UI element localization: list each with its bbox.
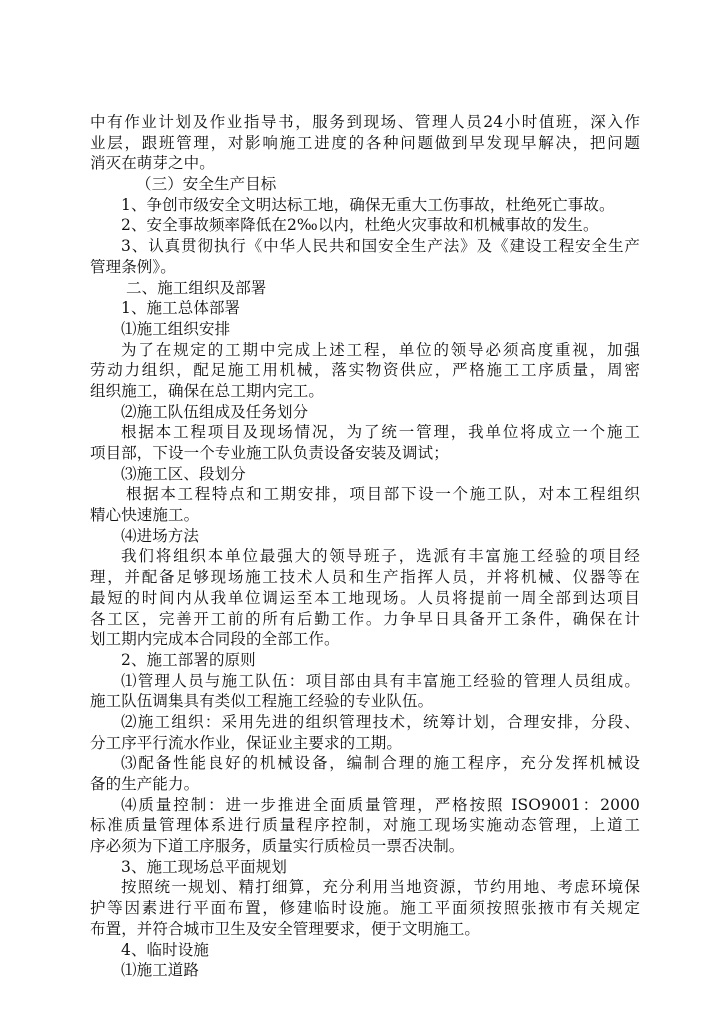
item-heading: ⑴施工道路 xyxy=(121,961,200,980)
text-line: 根据本工程项目及现场情况，为了统一管理，我单位将成立一个施工 xyxy=(121,423,640,442)
subsection-heading: 4、临时设施 xyxy=(121,940,209,959)
text-line: 管理条例》。 xyxy=(90,257,176,276)
text-line: 各工区，完善开工前的所有后勤工作。力争早日具备开工条件，确保在计 xyxy=(90,609,640,628)
text-line: 精心快速施工。 xyxy=(90,506,200,525)
document-page xyxy=(90,112,640,981)
text-line: 布置，并符合城市卫生及安全管理要求，便于文明施工。 xyxy=(90,919,481,938)
section-heading: 二、施工组织及部署 xyxy=(126,278,267,297)
subsection-heading: 3、施工现场总平面规划 xyxy=(121,857,287,876)
item-heading: ⑷进场方法 xyxy=(121,526,200,545)
subsection-heading: 2、施工部署的原则 xyxy=(121,650,256,669)
text-line: 划工期内完成本合同段的全部工作。 xyxy=(90,630,340,649)
item-heading: ⑴施工组织安排 xyxy=(121,319,231,338)
text-line: 分工序平行流水作业，保证业主要求的工期。 xyxy=(90,733,403,752)
text-line: ⑵施工组织：采用先进的组织管理技术，统筹计划，合理安排，分段、 xyxy=(121,712,640,731)
item-heading: ⑶施工区、段划分 xyxy=(121,464,246,483)
item-heading: ⑵施工队伍组成及任务划分 xyxy=(121,402,309,421)
section-heading: （三）安全生产目标 xyxy=(136,175,277,194)
text-line: 1、争创市级安全文明达标工地，确保无重大工伤事故，杜绝死亡事故。 xyxy=(121,195,615,214)
text-line: 根据本工程特点和工期安排，项目部下设一个施工队，对本工程组织 xyxy=(126,485,640,504)
text-line: 理，并配备足够现场施工技术人员和生产指挥人员，并将机械、仪器等在 xyxy=(90,568,640,587)
subsection-heading: 1、施工总体部署 xyxy=(121,299,241,318)
text-line: 标准质量管理体系进行质量程序控制，对施工现场实施动态管理，上道工 xyxy=(90,816,640,835)
text-line: 项目部，下设一个专业施工队负责设备安装及调试； xyxy=(90,444,449,462)
text-line: 最短的时间内从我单位调运至本工地现场。人员将提前一周全部到达项目 xyxy=(90,588,640,607)
text-line: 组织施工，确保在总工期内完工。 xyxy=(90,381,325,400)
text-line: 序必须为下道工序服务，质量实行质检员一票否决制。 xyxy=(90,837,465,856)
text-line: 备的生产能力。 xyxy=(90,775,200,793)
text-line: 3、认真贯彻执行《中华人民共和国安全生产法》及《建设工程安全生产 xyxy=(121,237,640,256)
text-line: 消灭在萌芽之中。 xyxy=(90,154,215,173)
text-line: ⑴管理人员与施工队伍：项目部由具有丰富施工经验的管理人员组成。 xyxy=(121,671,640,690)
text-line: 劳动力组织，配足施工用机械，落实物资供应，严格施工工序质量，周密 xyxy=(90,361,640,380)
text-line: 按照统一规划、精打细算，充分利用当地资源，节约用地、考虑环境保 xyxy=(121,878,640,897)
text-line: ⑶配备性能良好的机械设备，编制合理的施工程序，充分发挥机械设 xyxy=(121,754,640,773)
text-line: 业层，跟班管理，对影响施工进度的各种问题做到早发现早解决，把问题 xyxy=(90,133,640,152)
text-line: 中有作业计划及作业指导书，服务到现场、管理人员24小时值班，深入作 xyxy=(90,113,640,131)
text-line: 2、安全事故频率降低在2‰以内，杜绝火灾事故和机械事故的发生。 xyxy=(121,216,599,235)
text-line: 我们将组织本单位最强大的领导班子，选派有丰富施工经验的项目经 xyxy=(121,547,640,566)
text-line: 为了在规定的工期中完成上述工程，单位的领导必须高度重视，加强 xyxy=(121,340,640,359)
text-line: ⑷质量控制：进一步推进全面质量管理，严格按照 ISO9001：2000 xyxy=(121,795,640,814)
text-line: 护等因素进行平面布置，修建临时设施。施工平面须按照张掖市有关规定 xyxy=(90,899,640,918)
text-line: 施工队伍调集具有类似工程施工经验的专业队伍。 xyxy=(90,692,434,711)
